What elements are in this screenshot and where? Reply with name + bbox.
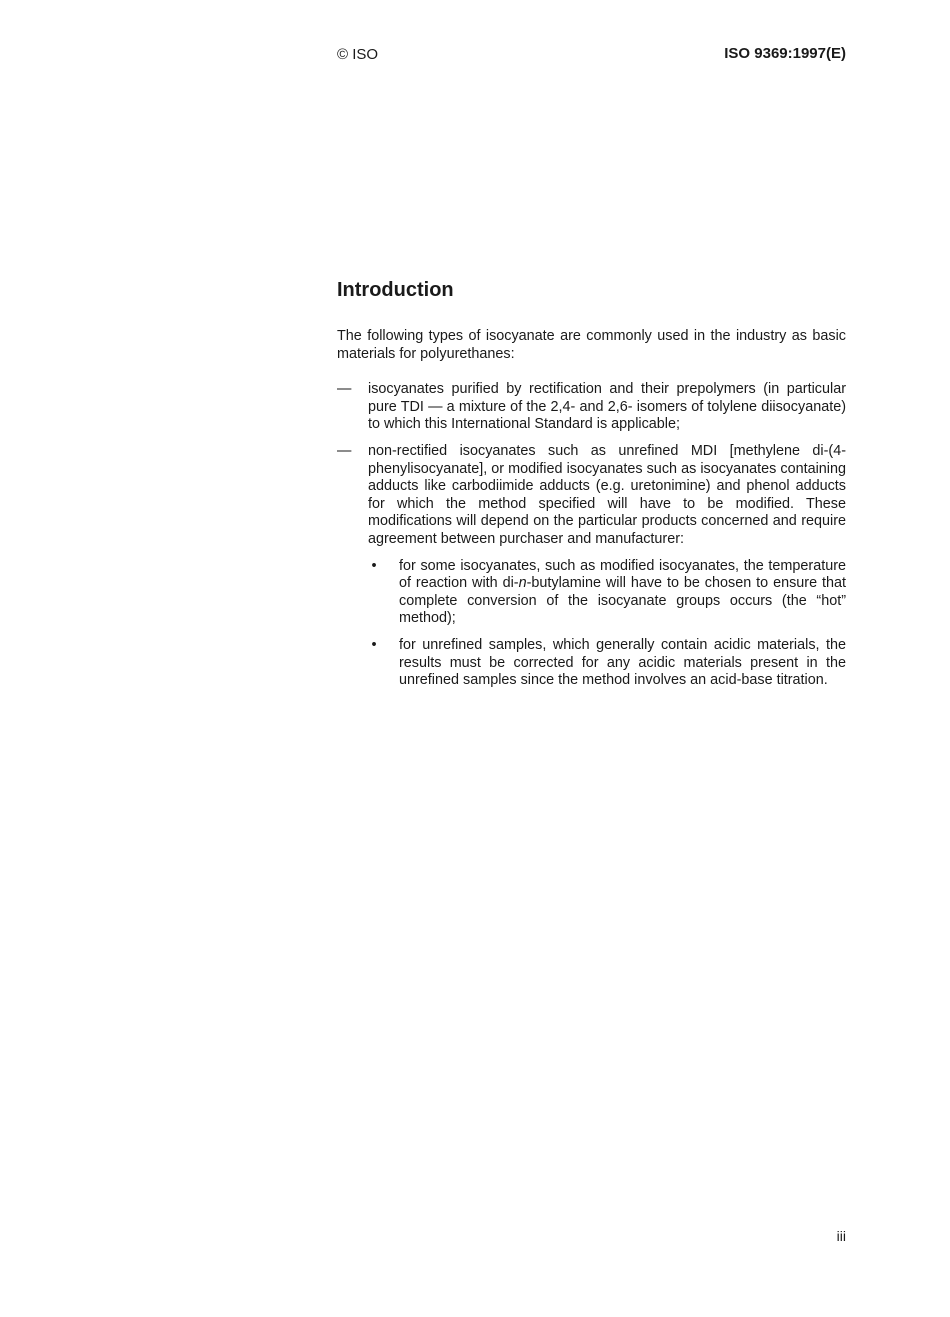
main-content: [337, 278, 846, 699]
bullet-marker: •: [371, 636, 377, 653]
sub-list-item: [368, 558, 846, 628]
sub-list-item-text: for unrefined samples, which generally contain acidic materials, the results must be corrected for any acidic materials present in the unrefined samples since the method involves an acid-base titration.: [399, 636, 846, 689]
bullet-marker: •: [371, 557, 377, 574]
sub-item-text-part: -butylamine will have to be chosen to ensure that complete conversion of the isocyanate groups occurs (the “hot” method);: [399, 575, 847, 627]
sub-list-item-text: [399, 558, 846, 627]
section-title: Introduction: [337, 279, 454, 301]
header-standard-number: ISO 9369:1997(E): [724, 45, 846, 62]
list-item: [337, 381, 846, 434]
sub-item-text-part: for some isocyanates, such as modified isocyanates, the temperature of reaction with di-: [399, 557, 846, 592]
dash-marker: —: [337, 442, 352, 459]
list-item: [337, 443, 846, 690]
intro-paragraph: The following types of isocyanate are commonly used in the industry as basic materials for polyurethanes:: [337, 328, 846, 362]
italic-n: n: [518, 575, 527, 592]
dash-marker: —: [337, 381, 352, 398]
sub-list-item: [368, 637, 846, 690]
header-copyright: © ISO: [337, 46, 379, 63]
page-number: iii: [836, 1228, 846, 1244]
list-item-text: non-rectified isocyanates such as unrefined MDI [methylene di-(4-phenylisocyanate], or modified isocyanates such as isocyanates containing adducts like carbodiimide adducts (e.g. uretonimine) and phenol adducts for which the method specified will have to be modified. These modifications will depend on the particular products concerned and require agreement between purchaser and manufacturer:: [368, 442, 846, 547]
list-item-text: isocyanates purified by rectification and their prepolymers (in particular pure TDI — a mixture of the 2,4- and 2,6- isomers of tolylene diisocyanate) to which this International Standard is applicable;: [368, 381, 846, 433]
sub-list: [368, 558, 846, 690]
